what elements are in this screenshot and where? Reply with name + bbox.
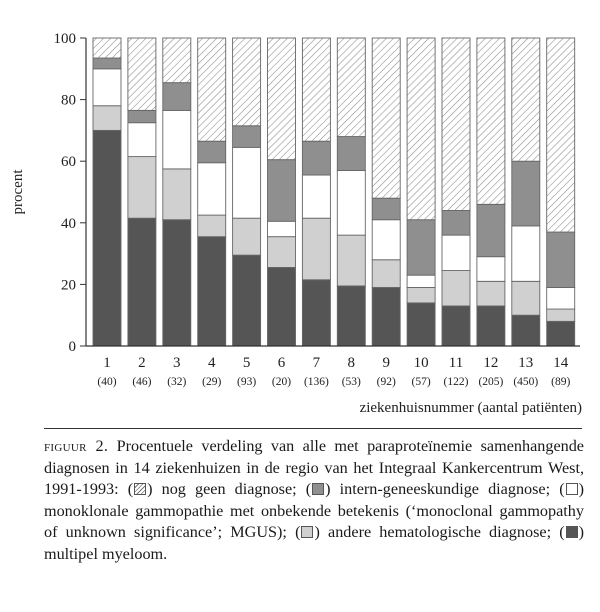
caption-text-2: ) nog geen diagnose; ( [147, 480, 312, 498]
bar-segment-mgus [477, 257, 505, 282]
patient-count-label: (53) [341, 376, 361, 388]
x-tick-label: 12 [483, 355, 499, 371]
bar-segment-intern [337, 137, 365, 171]
caption-text-6: ) multipel myeloom. [44, 523, 584, 563]
bar-segment-other [302, 218, 330, 280]
bar-segment-hatch [233, 38, 261, 126]
bar-segment-other [477, 281, 505, 306]
bar-stack-1 [93, 38, 121, 346]
y-tick-label: 0 [68, 339, 76, 355]
bar-segment-hatch [302, 38, 330, 141]
bar-segment-hatch [268, 38, 296, 160]
legend-swatch-other-icon [301, 526, 313, 538]
y-ticks-group [54, 31, 87, 355]
caption-divider [44, 428, 582, 429]
bar-segment-intern [198, 141, 226, 163]
bar-segment-mm [337, 286, 365, 346]
bar-segment-hatch [372, 38, 400, 198]
bar-stack-5 [233, 38, 261, 346]
bar-segment-other [128, 157, 156, 219]
bar-segment-hatch [407, 38, 435, 220]
bar-segment-mm [372, 287, 400, 346]
axes-group [86, 38, 580, 346]
bar-segment-other [547, 309, 575, 321]
bar-segment-mm [407, 303, 435, 346]
bar-stack-11 [442, 38, 470, 346]
x-tick-label: 13 [518, 355, 534, 371]
patient-count-label: (20) [271, 376, 292, 388]
bar-segment-mgus [233, 147, 261, 218]
patient-count-label: (57) [411, 376, 431, 388]
bar-segment-mgus [198, 163, 226, 215]
bar-segment-intern [268, 160, 296, 222]
bar-stack-13 [512, 38, 540, 346]
bar-segment-mm [268, 267, 296, 346]
caption-text-4: ) monoklonale gammopathie met onbekende betekenis (‘monoclonal gammopathy of unknown significance’; MGUS); ( [44, 480, 584, 541]
y-tick-label: 20 [61, 277, 76, 294]
x-tick-label: 14 [553, 355, 569, 371]
x-tick-label: 3 [173, 355, 181, 371]
bar-stack-14 [547, 38, 575, 346]
bar-segment-mgus [268, 221, 296, 236]
bar-segment-mgus [512, 226, 540, 281]
x-tick-label: 8 [347, 355, 356, 371]
bar-segment-mm [512, 315, 540, 346]
caption-text-3: ) intern-geneeskundige diagnose; ( [325, 480, 565, 498]
bar-segment-mgus [337, 170, 365, 235]
bar-segment-intern [477, 204, 505, 256]
bar-segment-other [163, 169, 191, 220]
bar-segment-other [372, 260, 400, 288]
bar-segment-mgus [547, 287, 575, 309]
bar-segment-intern [547, 232, 575, 287]
bar-stack-10 [407, 38, 435, 346]
bar-stack-8 [337, 38, 365, 346]
legend-swatch-mgus-icon [566, 483, 578, 495]
x-tick-label: 9 [382, 355, 390, 371]
x-tick-label: 6 [277, 355, 286, 371]
bar-segment-mm [233, 255, 261, 346]
bar-segment-other [93, 106, 121, 131]
bar-segment-intern [512, 161, 540, 226]
patient-count-label: (92) [376, 376, 396, 388]
bar-segment-mgus [442, 235, 470, 270]
bar-stack-6 [268, 38, 296, 346]
patient-count-label: (122) [443, 376, 469, 388]
y-tick-label: 80 [61, 92, 76, 109]
caption-text-5: ) andere hematologische diagnose; ( [314, 523, 565, 541]
legend-swatch-hatched-icon [134, 483, 146, 495]
patient-count-label: (205) [478, 376, 504, 388]
bar-segment-hatch [547, 38, 575, 232]
bar-segment-mgus [407, 275, 435, 287]
bar-segment-hatch [93, 38, 121, 58]
x-tick-label: 7 [312, 355, 321, 371]
patient-count-label: (136) [303, 376, 329, 388]
figure-caption [44, 436, 584, 565]
bar-segment-mgus [163, 110, 191, 169]
patient-count-label: (40) [97, 376, 117, 388]
bar-segment-mm [477, 306, 505, 346]
bar-segment-mm [93, 130, 121, 346]
x-tick-label: 1 [103, 355, 111, 371]
bar-stack-2 [128, 38, 156, 346]
bar-segment-mm [547, 321, 575, 346]
y-axis-title: procent [10, 169, 26, 215]
x-axis-title: ziekenhuisnummer (aantal patiënten) [359, 400, 582, 416]
bar-segment-hatch [163, 38, 191, 83]
caption-label: figuur 2. [44, 437, 109, 455]
legend-swatch-mm-icon [566, 526, 578, 538]
y-tick-label: 40 [61, 215, 76, 232]
bar-segment-hatch [128, 38, 156, 110]
y-tick-label: 100 [53, 31, 76, 47]
bar-stack-3 [163, 38, 191, 346]
bar-segment-other [442, 271, 470, 306]
bar-segment-mm [442, 306, 470, 346]
bar-segment-other [268, 237, 296, 268]
bar-stack-4 [198, 38, 226, 346]
bar-segment-intern [407, 220, 435, 275]
x-tick-label: 4 [207, 355, 216, 371]
bar-segment-other [512, 281, 540, 315]
bar-segment-mgus [93, 69, 121, 106]
bar-segment-other [233, 218, 261, 255]
legend-swatch-intern-icon [312, 483, 324, 495]
bar-segment-mm [163, 220, 191, 346]
x-tick-label: 11 [448, 355, 464, 371]
bar-segment-other [407, 287, 435, 302]
bars-group [93, 38, 575, 346]
patient-count-label: (29) [202, 376, 222, 388]
bar-segment-intern [93, 58, 121, 69]
bar-segment-intern [302, 141, 330, 175]
x-tick-label: 5 [242, 355, 251, 371]
bar-stack-12 [477, 38, 505, 346]
patient-count-label: (450) [513, 376, 539, 388]
bar-segment-mgus [372, 220, 400, 260]
bar-stack-7 [302, 38, 330, 346]
patient-count-label: (46) [132, 376, 152, 388]
x-tick-label: 10 [413, 355, 429, 371]
x-tick-label: 2 [138, 355, 146, 371]
bar-segment-hatch [512, 38, 540, 161]
bar-segment-intern [372, 198, 400, 220]
bar-segment-intern [442, 210, 470, 235]
bar-segment-mm [302, 280, 330, 346]
x-labels-group [97, 355, 570, 388]
caption-text-1: Procentuele verdeling van alle met paraproteïnemie samenhangende diagnosen in 14 ziekenhuizen in de regio van het Integraal Kankercentrum West, 1991-1993: ( [44, 437, 584, 498]
bar-segment-intern [163, 83, 191, 111]
bar-segment-mgus [302, 175, 330, 218]
bar-segment-other [198, 215, 226, 237]
bar-segment-other [337, 235, 365, 286]
bar-segment-intern [128, 110, 156, 122]
bar-segment-intern [233, 126, 261, 148]
bar-segment-hatch [198, 38, 226, 141]
bar-segment-hatch [477, 38, 505, 204]
bar-stack-9 [372, 38, 400, 346]
patient-count-label: (93) [237, 376, 257, 388]
bar-segment-mm [198, 237, 226, 346]
y-tick-label: 60 [61, 154, 76, 171]
patient-count-label: (89) [551, 376, 571, 388]
bar-segment-mgus [128, 123, 156, 157]
bar-segment-hatch [337, 38, 365, 137]
bar-segment-mm [128, 218, 156, 346]
patient-count-label: (32) [167, 376, 187, 388]
bar-segment-hatch [442, 38, 470, 210]
